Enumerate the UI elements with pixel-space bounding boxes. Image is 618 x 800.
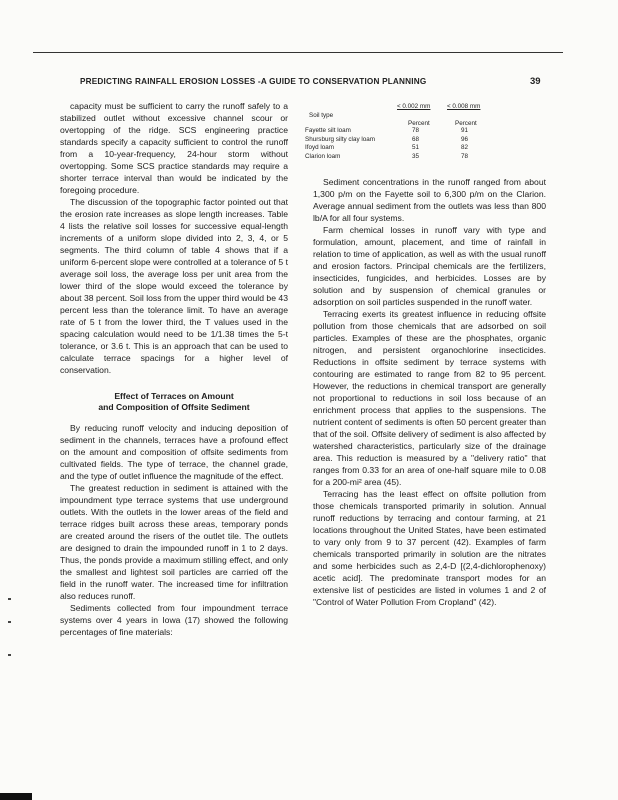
fine-materials-table <box>305 102 550 160</box>
value: 78 <box>461 152 469 160</box>
right-column <box>313 176 546 608</box>
scan-speck <box>8 598 11 600</box>
scan-speck <box>8 654 11 656</box>
table-row <box>305 152 550 161</box>
soil-name: Fayette silt loam <box>305 127 351 134</box>
table-row <box>305 126 550 135</box>
value: 35 <box>412 152 420 160</box>
section-heading <box>60 391 288 413</box>
table-row <box>305 135 550 144</box>
paragraph: Terracing has the least effect on offsite pollution from those chemicals transported primarily in solution. Annual runoff reductions by terracing and contour farming, at 21 locations throughout the United States, have been estimated to vary only from 9 to 37 percent (42). Examples of farm chemicals transported primarily in solution are the nitrates and some herbicides such as 2,4-D [(2,4-dichlorophenoxy) acetic acid]. The predominate transport modes for an extensive list of pesticides are listed in volumes 1 and 2 of "Control of Water Pollution From Cropland" (42). <box>313 489 546 607</box>
soil-type-header: Soil type <box>309 112 334 119</box>
paragraph: Terracing exerts its greatest influence in reducing offsite pollution from those chemicals that are adsorbed on soil particles. Examples of these are the phosphates, organic nitrogen, and persistent organochlorine insecticides. Reductions in offsite sediment by terrace systems with contouring are estimated to range from 82 to 95 percent. However, the reductions in chemical transport are generally not proportional to reductions in soil loss because of an enrichment process that applies to the suspensions. The nutrient content of sediments is often 50 percent greater than that of the soil. Offsite delivery of sediment is also affected by watershed characteristics, particularly size of the drainage area. This reduction is measured by a "delivery ratio" that ranges from 0.33 for an area of one-half square mile to 0.08 for a 200-mi² area (45). <box>313 309 546 487</box>
scan-edge-mark <box>0 793 32 800</box>
value: 91 <box>461 127 469 134</box>
value: 51 <box>412 144 420 151</box>
soil-name: Shursburg silty clay loam <box>305 135 375 143</box>
paragraph: The greatest reduction in sediment is attained with the impoundment type terrace systems that use underground outlets. With the outlets in the lower areas of the field and terrace ridges built across these areas, temporary ponds are created around the risers of the outlet tile. The outlets are designed to drain the impounded runoff in 1 to 2 days. Thus, the ponds provide a maximum stilling effect, and only the smallest and lightest soil particles are carried off the field in the runoff water. The increased time for infiltration also reduces runoff. <box>60 483 288 601</box>
paragraph: The discussion of the topographic factor pointed out that the erosion rate increases as slope length increases. Table 4 lists the relative soil losses for successive equal-length increments of a uniform slope divided into 2, 3, 4, or 5 segments. The third column of table 4 shows that if a uniform 6-percent slope were controlled at a tolerance of 5 t average soil loss, the average loss per unit area from the lower third of the slope would exceed the tolerance by about 38 percent. Soil loss from the upper third would be 43 percent less than the tolerance limit. To have an average rate of 5 t from the lower third, the T values used in the spacing calculation would need to be 1/1.38 times the 5-t tolerance, or 3.6 t. This is an approach that can be used to calculate terrace spacings for a higher level of conservation. <box>60 197 288 375</box>
unit-label: Percent <box>455 120 477 127</box>
soil-name: Ifoyd loam <box>305 144 335 151</box>
top-rule <box>33 52 563 53</box>
paragraph: Sediments collected from four impoundment terrace systems over 4 years in Iowa (17) showed the following percentages of fine materials: <box>60 603 288 637</box>
column-header: < 0.008 mm <box>447 103 481 110</box>
table-header <box>305 102 550 126</box>
scan-speck <box>8 621 11 623</box>
value: 68 <box>412 135 420 143</box>
section-heading-line: Effect of Terraces on Amount <box>114 391 234 401</box>
value: 78 <box>412 127 420 134</box>
paragraph: By reducing runoff velocity and inducing deposition of sediment in the channels, terraces have a profound effect on the amount and composition of offsite sediments from cultivated fields. The type of terrace, the channel grade, and the type of outlet influence the magnitude of the effect. <box>60 423 288 481</box>
running-title: PREDICTING RAINFALL EROSION LOSSES -A GUIDE TO CONSERVATION PLANNING <box>80 77 427 86</box>
table-row <box>305 143 550 152</box>
unit-label: Percent <box>408 120 430 127</box>
paragraph: Sediment concentrations in the runoff ranged from about 1,300 p/m on the Fayette soil to 6,300 p/m on the Clarion. Average annual sediment from the outlets was less than 800 lb/A for all four systems. <box>313 177 546 223</box>
left-column <box>60 100 288 638</box>
column-header: < 0.002 mm <box>397 103 431 110</box>
page-number: 39 <box>530 76 541 87</box>
paragraph: capacity must be sufficient to carry the runoff safely to a stabilized outlet without excessive channel scour or overtopping of the ridge. SCS engineering practice standards specify a capacity sufficient to control the runoff from a 10-year-frequency, 24-hour storm without overtopping. Some SCS practice standards may require a shorter terrace interval than would be indicated by the foregoing procedure. <box>60 101 288 195</box>
soil-name: Clarion loam <box>305 152 341 160</box>
section-heading-line: and Composition of Offsite Sediment <box>98 402 250 412</box>
value: 82 <box>461 144 469 151</box>
value: 96 <box>461 135 469 143</box>
paragraph: Farm chemical losses in runoff vary with type and formulation, amount, placement, and time of rainfall in relation to time of application, as well as with the usual runoff and erosion factors. Principal chemicals are the fertilizers, insecticides, fungicides, and herbicides. Losses are by solution and by suspension of chemical granules or adsorption on soil particles suspended in the runoff water. <box>313 225 546 307</box>
